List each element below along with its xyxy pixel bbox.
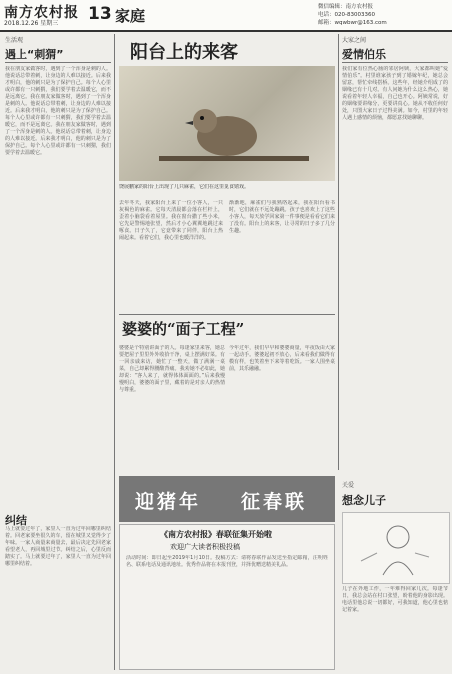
second-headline: 婆婆的“面子工程” bbox=[122, 320, 245, 338]
banner-tagline: 欢迎广大读者积极投稿 bbox=[170, 543, 240, 551]
banner-title-left: 迎猪年 bbox=[135, 491, 202, 513]
right-category: 大家之间 bbox=[342, 37, 367, 44]
sketch-illustration bbox=[342, 512, 450, 584]
banner-info-box bbox=[119, 524, 335, 670]
contact-email: 邮箱：wqwbwr@163.com bbox=[318, 20, 387, 26]
sparrow-icon bbox=[119, 66, 335, 181]
child-drawing-icon bbox=[343, 513, 449, 583]
issue-date: 2018.12.26 星期三 bbox=[4, 20, 59, 27]
spring-couplet-banner bbox=[119, 476, 335, 522]
second-body-continued: 今年过年，我们早早和婆婆商量，年夜饭由大家一起动手。婆婆起初不放心，后来看我们做得有模有样，也笑着坐下来等着吃饭。一家人围坐桌前，其乐融融。 bbox=[229, 345, 335, 372]
right-bottom-category: 关爱 bbox=[342, 482, 355, 489]
right-article-title: 爱情伯乐 bbox=[342, 48, 386, 61]
contact-info bbox=[318, 3, 450, 27]
column-divider bbox=[338, 34, 339, 470]
center-body-right: 渐渐地，麻雀们与我熟络起来，我在阳台看书时，它们就在不远处蹦跳。孩子也喜欢上了这些小客人，每天放学回家第一件事便是看看它们来了没有。阳台上的来客，让寻常的日子多了几分生趣。 bbox=[229, 200, 335, 234]
contact-wechat: 微信编辑：南方农村报 bbox=[318, 4, 374, 10]
second-body: 婆婆是个特别讲面子的人。每逢家里来客，她总要把屋子里里外外收拾干净，桌上摆满好菜。有一回亲戚来访，她忙了一整天，做了满满一桌菜，自己却累得腰酸背痛。我劝她不必如此，她却说：“客人来了，就得体体面面的。”后来我慢慢明白，婆婆的面子里，藏着的是对亲人的热情与尊重。 bbox=[119, 345, 225, 393]
right-article-body: 我们家有位热心肠的邻居阿姨，大家都叫她“爱情伯乐”。村里谁家孩子到了婚嫁年纪，她总会留意，帮忙牵线搭桥。这些年，经她介绍成了的姻缘已有十几对。有人问她为什么这么热心，她说看着年轻人幸福，自己也开心。阿姨常说，好的姻缘要讲缘分，更要讲真心。她从不收任何好处，只图大家日子过得美满。如今，村里的年轻人遇上感情的烦恼，都愿意找她聊聊。 bbox=[342, 66, 448, 121]
left-category: 生活观 bbox=[5, 37, 24, 44]
left-article-title: 遇上“刺猬” bbox=[5, 48, 64, 61]
sketch-text: 儿子在外地工作，一年难得回家几次。每逢节日，我总会站在村口张望，盼着他的身影出现。电话里他总说一切都好，可我知道，他心里也惦记着家。 bbox=[342, 586, 448, 613]
masthead bbox=[0, 0, 452, 32]
newspaper-logo: 南方农村报 bbox=[4, 5, 79, 21]
divider bbox=[119, 314, 335, 315]
photo-caption: 饶展鹏家的阳台上出现了几只麻雀，它们在这里觅食嬉戏。 bbox=[119, 184, 250, 190]
column-divider bbox=[114, 34, 115, 670]
section-title: 家庭 bbox=[115, 7, 146, 25]
contact-phone: 电话：020-83003360 bbox=[318, 12, 375, 18]
left-article-body: 我在朋友家做客时，遇到了一个浑身是刺的人。他说话总带着刺，让身边的人难以接近。后来我才明白，他的刺只是为了保护自己。每个人心里或许都有一只刺猬，我们要学着去温暖它，而不是远离它。我在朋友家做客时，遇到了一个浑身是刺的人。他说话总带着刺，让身边的人难以接近。后来我才明白，他的刺只是为了保护自己。每个人心里或许都有一只刺猬，我们要学着去温暖它，而不是远离它。我在朋友家做客时，遇到了一个浑身是刺的人。他说话总带着刺，让身边的人难以接近。后来我才明白，他的刺只是为了保护自己。每个人心里或许都有一只刺猬，我们要学着去温暖它。 bbox=[5, 66, 111, 156]
banner-body: 活动时间：即日起至2019年1月10日。投稿方式：请将春联作品发送至指定邮箱，注明姓名、联系电话及通讯地址。优秀作品将在本报刊登，并择优赠送精美礼品。 bbox=[126, 555, 328, 568]
main-headline: 阳台上的来客 bbox=[130, 42, 238, 63]
divider bbox=[342, 62, 448, 63]
right-bottom-title: 想念儿子 bbox=[342, 494, 386, 507]
left-bottom-title: 纠结 bbox=[5, 514, 27, 527]
page-number: 13 bbox=[88, 4, 112, 24]
sparrow-photo bbox=[119, 66, 335, 181]
banner-subtitle: 《南方农村报》春联征集开始啦 bbox=[160, 530, 272, 539]
left-bottom-body: 马上就要过年了，家里人一直为过年回哪里纠结着。回老家要坐很久的车，留在城里又觉得少了年味。一家人商量来商量去，最后决定先回老家看望老人，再回城里过节。纠结之后，心里反而踏实了。马上就要过年了，家里人一直为过年回哪里纠结着。 bbox=[5, 526, 111, 567]
banner-title-right: 征春联 bbox=[241, 491, 308, 513]
divider bbox=[5, 62, 111, 63]
center-body-left: 去年冬天，我家阳台上来了一位小客人，一只灰褐色的麻雀。它每天清晨都会落在栏杆上，歪着小脑袋看着屋里。我在窗台撒了些小米，它先是警惕地张望，然后才小心翼翼地跳过来啄食。日子久了，它竟带来了同伴，阳台上热闹起来。看着它们，我心里也暖洋洋的。 bbox=[119, 200, 223, 241]
